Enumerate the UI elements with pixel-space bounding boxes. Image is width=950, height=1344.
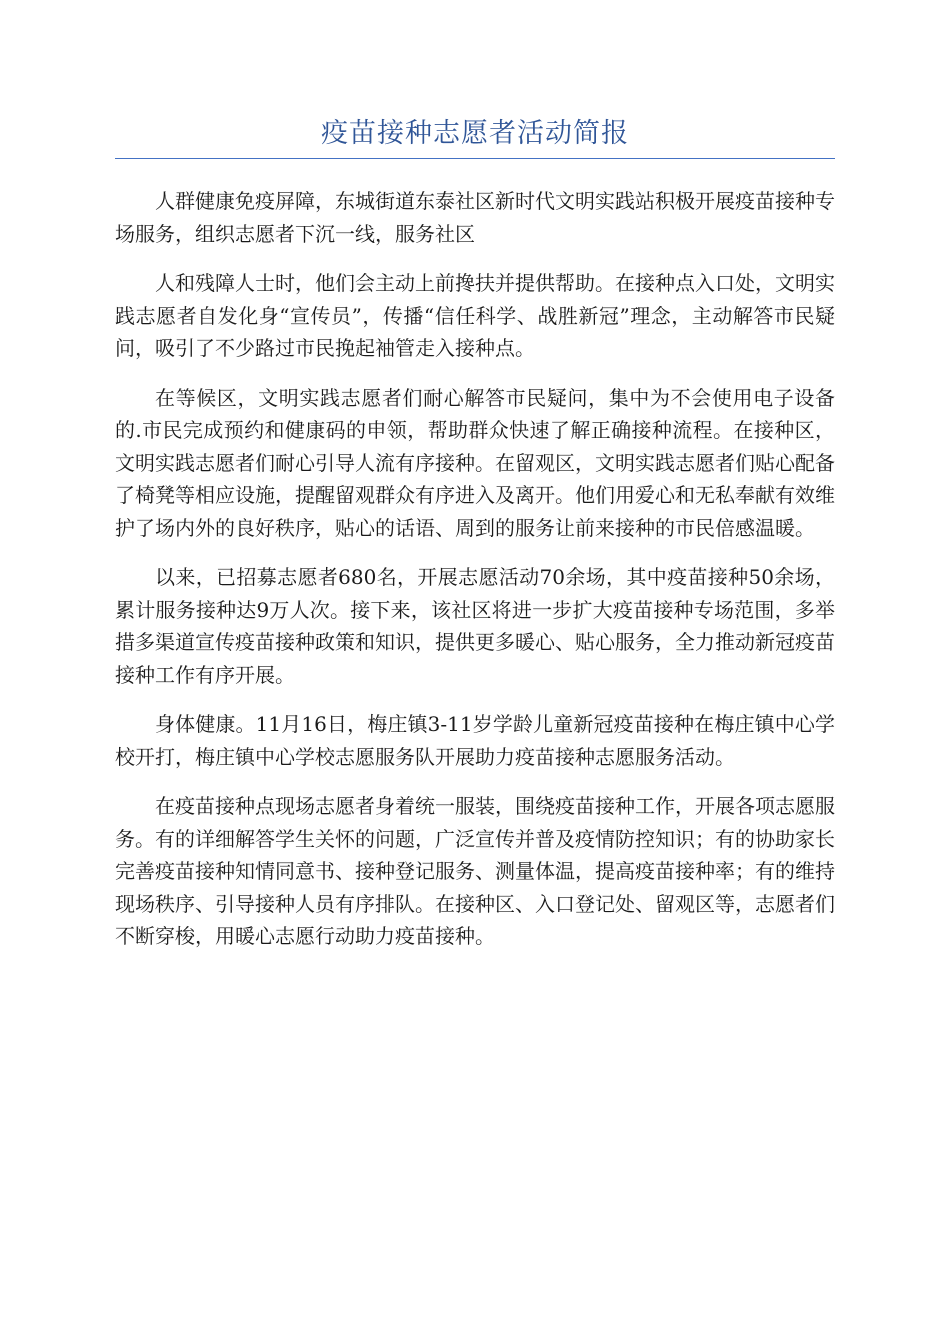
- paragraph: 在等候区，文明实践志愿者们耐心解答市民疑问，集中为不会使用电子设备的.市民完成预约和健康码的申领，帮助群众快速了解正确接种流程。在接种区，文明实践志愿者们耐心引导人流有序接种。在留观区，文明实践志愿者们贴心配备了椅凳等相应设施，提醒留观群众有序进入及离开。他们用爱心和无私奉献有效维护了场内外的良好秩序，贴心的话语、周到的服务让前来接种的市民倍感温暖。: [115, 385, 835, 540]
- document-title: 疫苗接种志愿者活动简报: [321, 118, 629, 149]
- paragraph: 人和残障人士时，他们会主动上前搀扶并提供帮助。在接种点入口处，文明实践志愿者自发化身“宣传员”，传播“信任科学、战胜新冠”理念，主动解答市民疑问，吸引了不少路过市民挽起袖管走入接种点。: [115, 271, 835, 360]
- paragraph: 人群健康免疫屏障，东城街道东泰社区新时代文明实践站积极开展疫苗接种专场服务，组织志愿者下沉一线，服务社区: [115, 189, 835, 246]
- paragraph: 身体健康。11月16日，梅庄镇3-11岁学龄儿童新冠疫苗接种在梅庄镇中心学校开打，梅庄镇中心学校志愿服务队开展助力疫苗接种志愿服务活动。: [115, 712, 835, 769]
- document-page: [115, 0, 835, 970]
- paragraph: 在疫苗接种点现场志愿者身着统一服装，围绕疫苗接种工作，开展各项志愿服务。有的详细解答学生关怀的问题，广泛宣传并普及疫情防控知识；有的协助家长完善疫苗接种知情同意书、接种登记服务、测量体温，提高疫苗接种率；有的维持现场秩序、引导接种人员有序排队。在接种区、入口登记处、留观区等，志愿者们不断穿梭，用暖心志愿行动助力疫苗接种。: [115, 794, 835, 948]
- paragraph: 以来，已招募志愿者680名，开展志愿活动70余场，其中疫苗接种50余场，累计服务接种达9万人次。接下来，该社区将进一步扩大疫苗接种专场范围，多举措多渠道宣传疫苗接种政策和知识，提供更多暖心、贴心服务，全力推动新冠疫苗接种工作有序开展。: [115, 565, 835, 687]
- title-underline: [115, 158, 835, 159]
- document-body: [115, 185, 835, 953]
